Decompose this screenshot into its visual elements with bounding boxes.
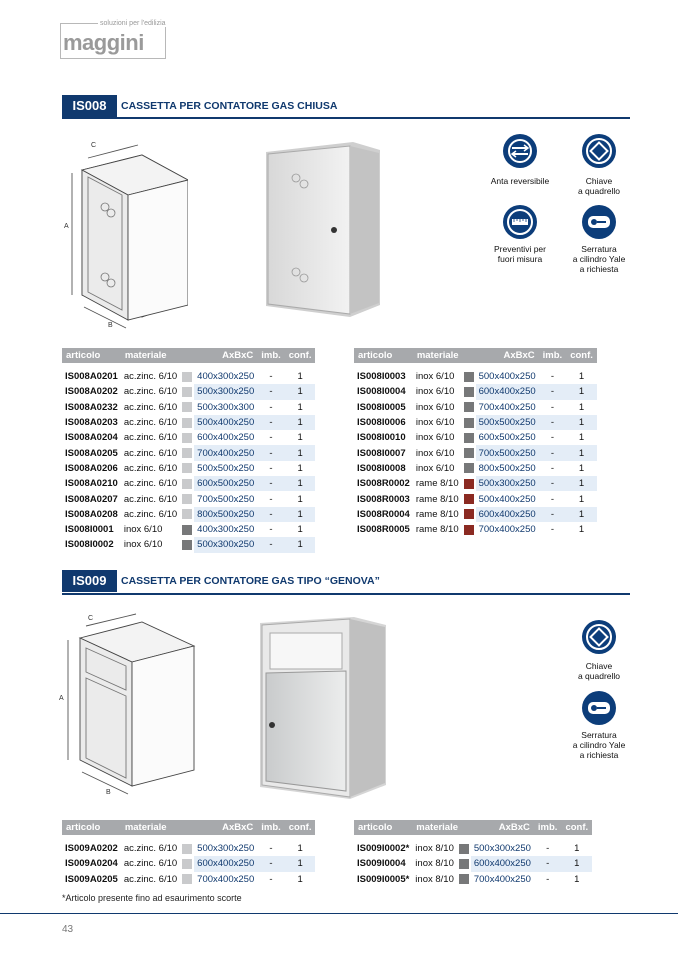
material: inox 6/10 [415,462,455,474]
swatch-color [459,874,469,884]
swatch-color [459,844,469,854]
table-row [62,461,315,476]
table-row [62,856,315,871]
dimensions: 500x400x250 [478,371,536,383]
section-title-is009: CASSETTA PER CONTATORE GAS TIPO “GENOVA” [121,575,380,587]
dimensions: 700x400x250 [478,401,536,413]
material: ac.zinc. 6/10 [123,447,178,459]
material-swatch [462,507,476,522]
reversible-door-icon [503,134,537,168]
table-row [62,491,315,506]
packaging: - [257,507,285,522]
dim-label-a: A [59,695,64,702]
pack-quantity: 1 [297,401,303,413]
pack-quantity: 1 [297,432,303,444]
packaging: - [269,462,273,474]
material-swatch [180,537,194,552]
dimensions: 600x400x250 [476,507,539,522]
article-code: IS009A0205 [65,873,118,885]
swatch-color [182,387,192,397]
feature-label-reversible: Anta reversibile [490,176,550,186]
table-header-row [354,820,592,835]
packaging: - [257,415,285,430]
dimensions: 700x500x250 [476,445,539,460]
dim-label-a: A [64,223,69,230]
article-code: IS008I0008 [357,462,406,474]
pack-quantity: 1 [285,507,316,522]
feature-label-custom-size: Preventivi per fuori misura [494,244,546,264]
table-row [62,522,315,537]
table-row [62,384,315,399]
pack-quantity: 1 [285,384,316,399]
custom-size-quote-icon [503,205,537,239]
article-code: IS008A0210 [65,478,118,490]
column-header-mat-head: materiale [413,348,476,363]
swatch-color [464,509,474,519]
dimensions: 500x500x250 [197,462,255,474]
dimensions: 600x400x250 [194,856,257,871]
packaging: - [546,843,550,855]
table-row [354,491,597,506]
column-header-imb-head: imb. [539,348,567,363]
yale-lock-icon [582,205,616,239]
swatch-color [182,418,192,428]
table-row [62,872,315,887]
swatch-color [182,372,192,382]
article-code: IS008A0201 [65,371,118,383]
section-title-is008: CASSETTA PER CONTATORE GAS CHIUSA [121,100,338,112]
swatch-color [459,859,469,869]
table-row [354,384,597,399]
brand-tagline: soluzioni per l'edilizia [100,20,166,27]
column-header-imb-head: imb. [257,820,285,835]
swatch-color [464,494,474,504]
dimensions: 700x500x250 [197,493,255,505]
dimensions: 700x400x250 [197,873,255,885]
packaging: - [269,432,273,444]
column-header-mat-head: materiale [121,820,194,835]
article-code: IS008R0002 [357,478,410,490]
table-row [62,400,315,415]
swatch-color [182,448,192,458]
packaging: - [269,371,273,383]
column-header-imb-head: imb. [257,348,285,363]
packaging: - [546,873,550,885]
material-swatch [462,415,476,430]
pack-quantity: 1 [561,856,592,871]
packaging: - [550,432,555,444]
packaging: - [534,856,562,871]
table-row [354,369,597,384]
material-swatch [462,400,476,415]
dimensions: 700x400x250 [478,524,536,536]
material: ac.zinc. 6/10 [123,508,178,520]
material: inox 6/10 [415,371,455,383]
dimensions: 400x300x250 [197,371,255,383]
product-table-is009-left [62,820,315,887]
swatch-color [182,874,192,884]
dimensions: 500x300x250 [476,476,539,491]
material-swatch [180,476,194,491]
column-header-imb-head: imb. [534,820,562,835]
footer-rule [0,913,678,914]
swatch-color [182,433,192,443]
article-code: IS009I0002* [357,843,410,855]
feature-label-yale-lock: Serratura a cilindro Yale a richiesta [572,244,626,274]
pack-quantity: 1 [285,856,316,871]
dimensions: 500x400x250 [194,415,257,430]
article-code: IS008A0208 [65,508,118,520]
material: inox 6/10 [415,447,455,459]
pack-quantity: 1 [285,445,316,460]
feature-label-square-key: Chiave a quadrello [577,176,621,196]
article-code: IS008A0205 [65,447,118,459]
packaging: - [539,384,567,399]
pack-quantity: 1 [578,462,585,474]
table-row [354,461,597,476]
material-swatch [462,461,476,476]
material-swatch [462,369,476,384]
article-code: IS008I0005 [357,401,406,413]
packaging: - [257,445,285,460]
table-row [62,415,315,430]
pack-quantity: 1 [578,371,585,383]
material: inox 8/10 [415,873,454,885]
material: ac.zinc. 6/10 [123,401,178,413]
packaging: - [257,384,285,399]
article-code: IS008I0010 [357,432,406,444]
feature-label-square-key: Chiave a quadrello [577,661,621,681]
dimensions: 800x500x250 [478,462,536,474]
swatch-color [182,463,192,473]
article-code: IS008I0004 [357,386,406,398]
material-swatch [180,522,194,537]
dimensions: 500x300x250 [194,537,257,552]
pack-quantity: 1 [297,843,303,855]
yale-lock-icon [582,691,616,725]
product-photo-is009 [256,615,388,800]
material-swatch [180,872,194,887]
pack-quantity: 1 [566,476,597,491]
pack-quantity: 1 [566,445,597,460]
dimensions: 600x500x250 [478,432,536,444]
packaging: - [269,843,273,855]
dimensions: 500x500x250 [476,415,539,430]
pack-quantity: 1 [566,415,597,430]
material: ac.zinc. 6/10 [123,478,178,490]
material: ac.zinc. 6/10 [123,371,178,383]
column-header-dim-head: AxBxC [476,348,539,363]
material: ac.zinc. 6/10 [123,462,178,474]
material-swatch [180,415,194,430]
pack-quantity: 1 [574,843,580,855]
product-photo-is008 [258,140,383,320]
material-swatch [457,856,471,871]
technical-drawing-is009 [56,608,196,798]
dimensions: 600x400x250 [471,856,534,871]
material: ac.zinc. 6/10 [123,493,178,505]
swatch-color [182,525,192,535]
dim-label-c: C [91,142,97,149]
material: ac.zinc. 6/10 [123,386,178,398]
material-swatch [462,384,476,399]
pack-quantity: 1 [566,384,597,399]
material-swatch [462,445,476,460]
square-key-icon [582,134,616,168]
dim-label-b: B [108,322,113,329]
pack-quantity: 1 [578,432,585,444]
dimensions: 500x300x250 [473,843,531,855]
packaging: - [269,493,273,505]
material: rame 8/10 [415,508,459,520]
material: ac.zinc. 6/10 [123,858,178,870]
packaging: - [269,524,273,536]
material-swatch [462,522,476,537]
packaging: - [539,415,567,430]
column-header-conf-head: conf. [561,820,592,835]
swatch-color [464,463,474,473]
swatch-color [464,372,474,382]
technical-drawing-is008 [58,135,188,330]
column-header-mat-head: materiale [412,820,471,835]
material: inox 8/10 [415,858,454,870]
pack-quantity: 1 [297,873,303,885]
pack-quantity: 1 [285,476,316,491]
swatch-color [464,448,474,458]
material: rame 8/10 [415,493,459,505]
article-code: IS008A0232 [65,401,118,413]
table-row [354,400,597,415]
column-header-art-head: articolo [62,820,121,835]
dimensions: 500x300x250 [197,843,255,855]
material: ac.zinc. 6/10 [123,873,178,885]
table-row [62,537,315,552]
square-key-icon [582,620,616,654]
dim-label-b: B [106,789,111,796]
material-swatch [462,491,476,506]
dimensions: 600x500x250 [194,476,257,491]
pack-quantity: 1 [566,507,597,522]
column-header-dim-head: AxBxC [471,820,534,835]
swatch-color [464,387,474,397]
product-table-is008-left [62,348,315,553]
packaging: - [550,462,555,474]
brand-logo: maggini [63,30,144,55]
section-rule [62,593,630,595]
article-code: IS008I0002 [65,539,114,551]
material-swatch [462,476,476,491]
material-swatch [457,872,471,887]
material-swatch [462,430,476,445]
article-code: IS008A0207 [65,493,118,505]
packaging: - [257,856,285,871]
swatch-color [464,525,474,535]
section-code-is008: IS008 [62,95,117,117]
packaging: - [539,507,567,522]
swatch-color [464,402,474,412]
material: ac.zinc. 6/10 [123,843,178,855]
article-code: IS009A0202 [65,843,118,855]
packaging: - [550,371,555,383]
table-row [354,841,592,856]
pack-quantity: 1 [297,462,303,474]
packaging: - [539,445,567,460]
article-code: IS008I0001 [65,524,114,536]
material: inox 8/10 [415,843,454,855]
swatch-color [182,402,192,412]
packaging: - [550,493,555,505]
table-row [354,507,597,522]
table-row [354,430,597,445]
swatch-color [464,479,474,489]
dimensions: 600x400x250 [476,384,539,399]
material: ac.zinc. 6/10 [123,417,178,429]
material: inox 6/10 [415,417,455,429]
article-code: IS009A0204 [65,858,118,870]
packaging: - [257,537,285,552]
material-swatch [180,384,194,399]
product-table-is009-right [354,820,592,887]
table-row [62,369,315,384]
dimensions: 800x500x250 [194,507,257,522]
material: inox 6/10 [415,386,455,398]
swatch-color [182,494,192,504]
material-swatch [180,491,194,506]
material-swatch [180,430,194,445]
table-row [354,476,597,491]
swatch-color [464,433,474,443]
pack-quantity: 1 [297,493,303,505]
material-swatch [180,445,194,460]
table-header-row [62,348,315,363]
pack-quantity: 1 [297,371,303,383]
dimensions: 600x400x250 [197,432,255,444]
pack-quantity: 1 [285,415,316,430]
table-row [62,476,315,491]
table-header-row [354,348,597,363]
table-row [354,872,592,887]
article-code: IS008A0203 [65,417,118,429]
column-header-art-head: articolo [62,348,121,363]
product-table-is008-right [354,348,597,537]
column-header-conf-head: conf. [285,820,316,835]
material-swatch [180,841,194,856]
packaging: - [269,401,273,413]
pack-quantity: 1 [285,537,316,552]
dimensions: 700x400x250 [473,873,531,885]
swatch-color [182,479,192,489]
article-code: IS008I0003 [357,371,406,383]
swatch-color [464,418,474,428]
dimensions: 500x300x300 [197,401,255,413]
column-header-art-head: articolo [354,820,412,835]
material: rame 8/10 [415,524,459,536]
article-code: IS009I0005* [357,873,410,885]
table-row [354,415,597,430]
material-swatch [180,507,194,522]
column-header-conf-head: conf. [566,348,597,363]
section-rule [62,117,630,119]
dimensions: 500x300x250 [194,384,257,399]
dimensions: 400x300x250 [197,524,255,536]
pack-quantity: 1 [297,524,303,536]
table-row [354,856,592,871]
column-header-art-head: articolo [354,348,413,363]
article-code: IS008A0206 [65,462,118,474]
packaging: - [257,476,285,491]
dim-label-c: C [88,615,94,622]
table-row [354,445,597,460]
dimensions: 500x400x250 [478,493,536,505]
section-code-is009: IS009 [62,570,117,592]
material-swatch [180,856,194,871]
article-code: IS008I0006 [357,417,406,429]
material: rame 8/10 [415,478,459,490]
packaging: - [550,401,555,413]
material: inox 6/10 [415,432,455,444]
pack-quantity: 1 [578,524,585,536]
swatch-color [182,859,192,869]
article-code: IS008R0003 [357,493,410,505]
pack-quantity: 1 [578,493,585,505]
material: ac.zinc. 6/10 [123,432,178,444]
material-swatch [180,461,194,476]
column-header-dim-head: AxBxC [194,348,257,363]
material: inox 6/10 [123,539,163,551]
table-row [62,507,315,522]
material: inox 6/10 [123,524,163,536]
packaging: - [550,524,555,536]
article-code: IS008A0204 [65,432,118,444]
feature-label-yale-lock: Serratura a cilindro Yale a richiesta [572,730,626,760]
swatch-color [182,844,192,854]
article-code: IS008R0005 [357,524,410,536]
packaging: - [539,476,567,491]
article-code: IS008I0007 [357,447,406,459]
swatch-color [182,509,192,519]
table-header-row [62,820,315,835]
column-header-dim-head: AxBxC [194,820,257,835]
table-row [62,445,315,460]
pack-quantity: 1 [574,873,580,885]
material-swatch [180,369,194,384]
column-header-conf-head: conf. [285,348,316,363]
footnote: *Articolo presente fino ad esaurimento scorte [62,893,242,903]
table-row [62,430,315,445]
dimensions: 700x400x250 [194,445,257,460]
pack-quantity: 1 [578,401,585,413]
article-code: IS008A0202 [65,386,118,398]
article-code: IS008R0004 [357,508,410,520]
table-row [354,522,597,537]
material-swatch [457,841,471,856]
swatch-color [182,540,192,550]
page-number: 43 [62,924,74,935]
article-code: IS009I0004 [357,858,406,870]
packaging: - [269,873,273,885]
column-header-mat-head: materiale [121,348,194,363]
table-row [62,841,315,856]
material: inox 6/10 [415,401,455,413]
material-swatch [180,400,194,415]
